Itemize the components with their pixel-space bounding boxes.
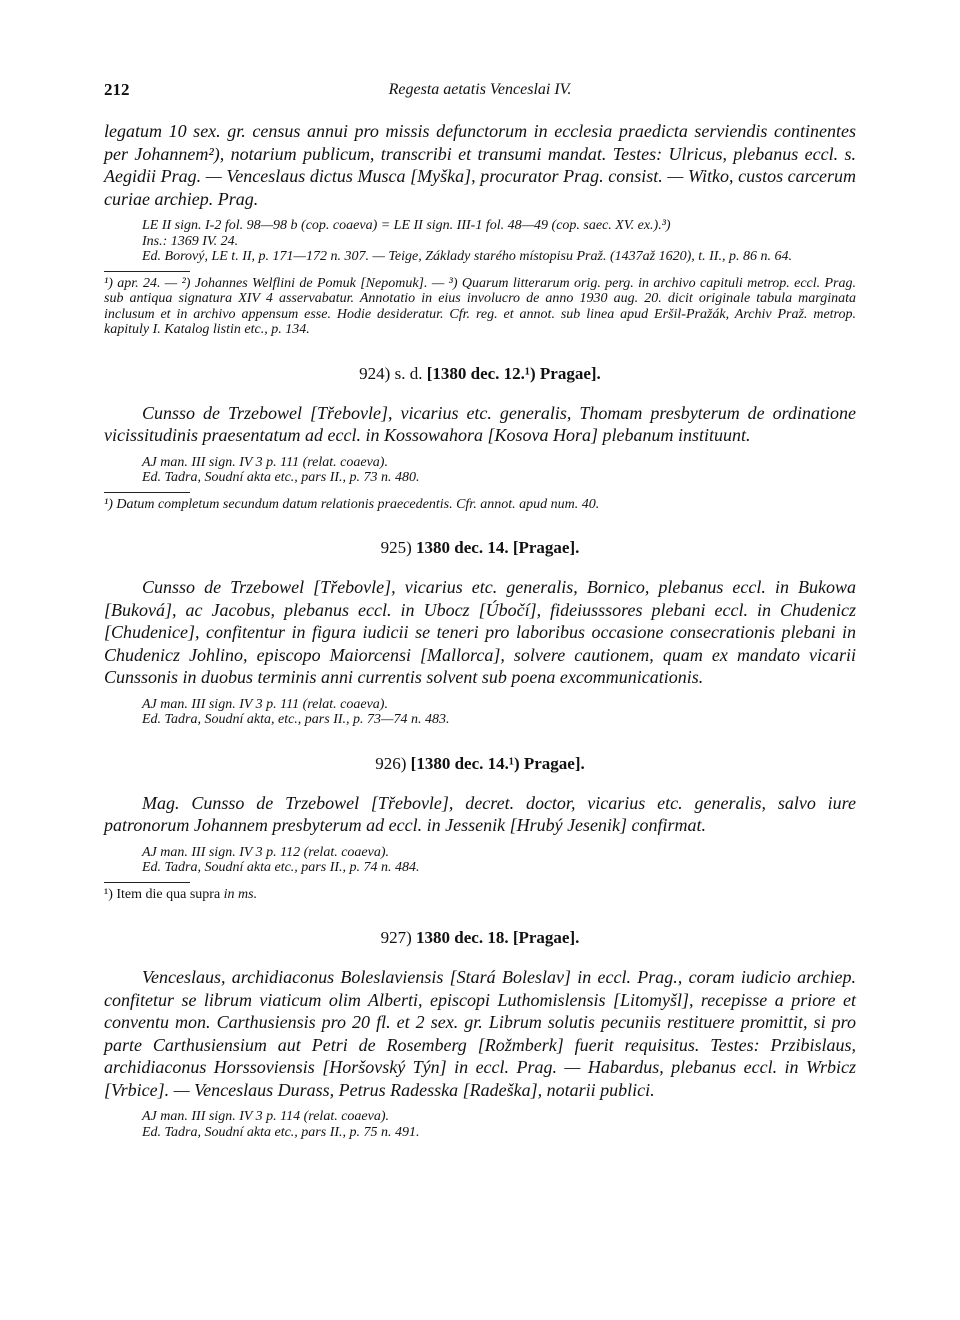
entry-926-text: Mag. Cunsso de Trzebowel [Třebovle], decret. doctor, vicarius etc. generalis, salvo iure patronorum Johannem presbyterum ad eccl. in Jessenik [Hrubý Jesenik] confirmat.	[104, 792, 856, 835]
entry-925-text: Cunsso de Trzebowel [Třebovle], vicarius etc. generalis, Bornico, plebanus eccl. in Bukowa [Buková], ac Jacobus, plebanus eccl. in Ubocz [Úbočí], fideiusssores plebani eccl. in Chudenicz [Chudenice], confitentur in figura iudicii se teneri pro laboribus occasione consecrationis plebani in Chudenicz Johlino, episcopo Maiorcensi [Mallorca], solvere cautionem, quam ex mandato vicarii Cunssonis in duobus terminis anni currentis solvent sub poena excommunicationis.	[104, 577, 856, 687]
page-header	[104, 80, 856, 104]
entry-927-source-2: Ed. Tadra, Soudní akta etc., pars II., p. 75 n. 491.	[142, 1124, 420, 1140]
entry-924-source-2: Ed. Tadra, Soudní akta etc., pars II., p. 73 n. 480.	[142, 470, 420, 485]
entry-923-source-3: Ed. Borový, LE t. II, p. 171—172 n. 307. — Teige, Základy starého místopisu Praž. (1437až 1620), t. II., p. 86 n. 64.	[142, 249, 792, 264]
entry-925-source-2: Ed. Tadra, Soudní akta, etc., pars II., p. 73—74 n. 483.	[142, 712, 450, 727]
entry-927-text: Venceslaus, archidiaconus Boleslaviensis [Stará Boleslav] in eccl. Prag., coram iudicio archiep. confitetur se librum viaticum olim Alberti, episcopi Luthomislensis [Litomyšl], recepisse a priore et conventu mon. Carthusiensis pro 20 fl. et 2 sex. gr. Librum solutis pecuniis restituere promittit, si pro parte Carthusiensium aut Petri de Rosemberg [Rožmberk] fuerit requisitus. Testes: Przibislaus, archidiaconus Horssoviensis [Horšovský Týn] in eccl. Prag. — Habardus, plebanus eccl. in Wrbicz [Vrbice]. — Venceslaus Durass, Petrus Radesska [Radeška], notarii publici.	[104, 967, 856, 1100]
running-title: Regesta aetatis Venceslai IV.	[388, 81, 572, 98]
entry-927-title	[104, 928, 856, 948]
entry-924-title-main: [1380 dec. 12.¹) Pragae].	[426, 363, 601, 383]
page-number: 212	[104, 80, 130, 99]
entry-925-title-prefix: 925)	[380, 538, 417, 557]
entry-925-title-main: 1380 dec. 14. [Pragae].	[416, 538, 580, 557]
entry-927-source-1: AJ man. III sign. IV 3 p. 114 (relat. coaeva).	[142, 1109, 390, 1124]
entry-923-footnote: ¹) apr. 24. — ²) Johannes Welflini de Pomuk [Nepomuk]. — ³) Quarum litterarum orig. perg. in archivo capituli metrop. eccl. Prag. sub antiqua signatura XIV 4 asservabatur. Annotatio in eius involucro de anno 1930 aug. 20. dicit originale tabula marginata inclusum et in archivo appensum esse. Hodie desideratur. Cfr. reg. et annot. sub linea apud Eršil-Pražák, Archiv Praž. metrop. kapituly I. Katalog listin etc., p. 134.	[104, 275, 856, 337]
entry-927-title-main: 1380 dec. 18. [Pragae].	[416, 928, 580, 947]
entry-926-title-main: [1380 dec. 14.¹) Pragae].	[410, 753, 585, 773]
footnote-rule	[104, 271, 190, 272]
entry-924-text: Cunsso de Trzebowel [Třebovle], vicarius etc. generalis, Thomam presbyterum de ordinatione vicissitudinis praesentatum ad eccl. in Kossowahora [Kosova Hora] plebanum instituunt.	[104, 402, 856, 445]
entry-925-source-1: AJ man. III sign. IV 3 p. 111 (relat. coaeva).	[142, 696, 388, 712]
entry-924-title	[104, 364, 856, 384]
entry-926-title	[104, 754, 856, 774]
entry-926-title-prefix: 926)	[375, 753, 411, 773]
entry-923-text: legatum 10 sex. gr. census annui pro missis defunctorum in ecclesia praedicta serviendis continentes per Johannem²), notarium publicum, transcribi et transumi mandat. Testes: Ulricus, plebanus eccl. s. Aegidii Prag. — Venceslaus dictus Musca [Myška], procurator Prag. consist. — Witko, custos carcerum curiae archiep. Prag.	[104, 121, 856, 209]
entry-926-source-2: Ed. Tadra, Soudní akta etc., pars II., p. 74 n. 484.	[142, 860, 420, 875]
entry-927-title-prefix: 927)	[380, 928, 417, 947]
entry-924-source-1: AJ man. III sign. IV 3 p. 111 (relat. coaeva).	[142, 454, 388, 470]
footnote-rule	[104, 882, 190, 883]
entry-926-source-1: AJ man. III sign. IV 3 p. 112 (relat. coaeva).	[142, 844, 390, 860]
footnote-rule	[104, 492, 190, 493]
entry-924-footnote: ¹) Datum completum secundum datum relationis praecedentis. Cfr. annot. apud num. 40.	[104, 496, 600, 512]
entry-926-footnote	[104, 887, 856, 903]
entry-923-source-2: Ins.: 1369 IV. 24.	[142, 233, 239, 249]
page-content	[104, 120, 856, 1140]
entry-926-footnote-italic: in ms.	[223, 886, 258, 902]
entry-926-footnote-text: ¹) Item die qua supra	[104, 886, 224, 902]
entry-924-title-prefix: 924) s. d.	[359, 363, 427, 383]
entry-925-title	[104, 538, 856, 558]
entry-923-source-1: LE II sign. I-2 fol. 98—98 b (cop. coaeva) = LE II sign. III-1 fol. 48—49 (cop. saec. XV. ex.).³)	[142, 218, 671, 233]
